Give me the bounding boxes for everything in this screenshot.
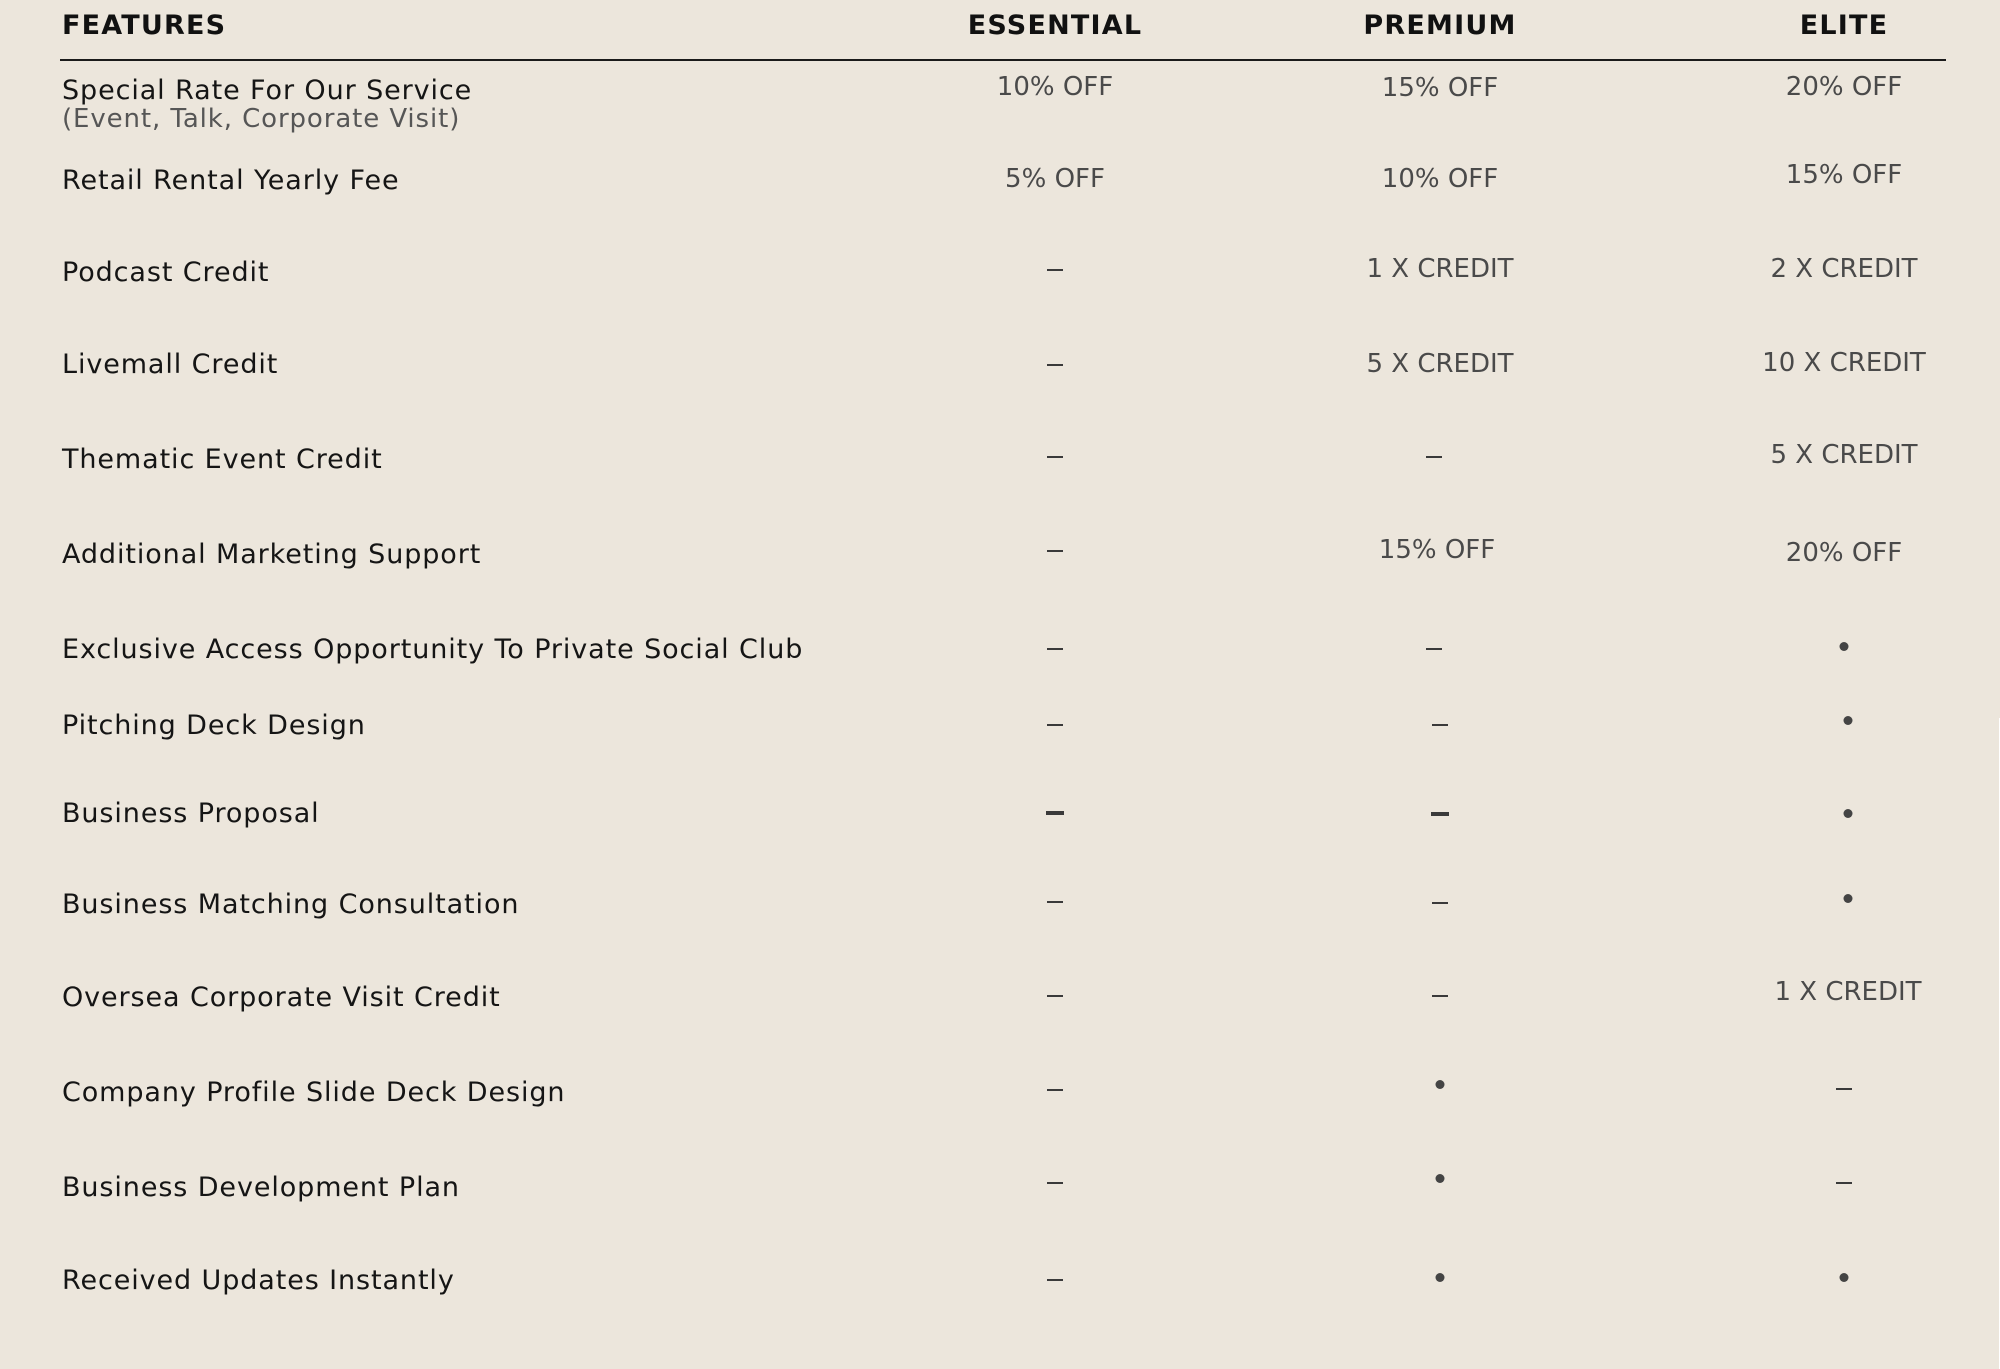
premium-value: 1 X CREDIT bbox=[1366, 254, 1514, 284]
feature-name: Livemall Credit bbox=[62, 349, 279, 380]
header-features: FEATURES bbox=[62, 10, 227, 41]
feature-name: Received Updates Instantly bbox=[62, 1265, 455, 1296]
feature-name: Exclusive Access Opportunity To Private Social Club bbox=[62, 634, 804, 665]
feature-label bbox=[62, 1173, 460, 1203]
essential-not-included-dash bbox=[1047, 456, 1063, 458]
premium-not-included-dash bbox=[1431, 812, 1449, 816]
essential-not-included-dash bbox=[1047, 648, 1063, 650]
premium-not-included-dash bbox=[1432, 902, 1448, 904]
feature-label bbox=[62, 258, 269, 288]
essential-value: 5% OFF bbox=[1005, 164, 1105, 194]
essential-not-included-dash bbox=[1047, 1182, 1063, 1184]
premium-value: 5 X CREDIT bbox=[1366, 349, 1514, 379]
elite-value: 1 X CREDIT bbox=[1774, 977, 1922, 1007]
essential-not-included-dash bbox=[1046, 811, 1064, 815]
feature-name: Business Proposal bbox=[62, 798, 320, 829]
premium-not-included-dash bbox=[1426, 648, 1442, 650]
feature-label bbox=[62, 540, 481, 570]
elite-value: 10 X CREDIT bbox=[1762, 348, 1926, 378]
essential-not-included-dash bbox=[1047, 724, 1063, 726]
elite-value: 5 X CREDIT bbox=[1770, 440, 1918, 470]
feature-name: Company Profile Slide Deck Design bbox=[62, 1077, 566, 1108]
premium-value: 15% OFF bbox=[1378, 535, 1496, 565]
header-elite: ELITE bbox=[1799, 10, 1889, 41]
essential-not-included-dash bbox=[1047, 901, 1063, 903]
feature-label bbox=[62, 635, 803, 665]
feature-subtitle: (Event, Talk, Corporate Visit) bbox=[62, 104, 461, 134]
feature-name: Business Matching Consultation bbox=[62, 889, 520, 920]
elite-included-dot bbox=[1840, 1273, 1849, 1282]
feature-name: Pitching Deck Design bbox=[62, 710, 366, 741]
feature-label bbox=[62, 445, 383, 475]
premium-not-included-dash bbox=[1426, 456, 1442, 458]
header-divider bbox=[60, 59, 1946, 61]
premium-value: 10% OFF bbox=[1381, 164, 1499, 194]
feature-label bbox=[62, 350, 278, 380]
header-essential: ESSENTIAL bbox=[967, 10, 1143, 41]
elite-included-dot bbox=[1840, 642, 1849, 651]
essential-not-included-dash bbox=[1047, 550, 1063, 552]
elite-not-included-dash bbox=[1836, 1182, 1852, 1184]
elite-value: 2 X CREDIT bbox=[1770, 254, 1918, 284]
feature-name: Thematic Event Credit bbox=[62, 444, 383, 475]
feature-name: Business Development Plan bbox=[62, 1172, 460, 1203]
feature-label bbox=[62, 76, 472, 132]
essential-not-included-dash bbox=[1047, 1279, 1063, 1281]
elite-value: 15% OFF bbox=[1785, 160, 1903, 190]
feature-name: Retail Rental Yearly Fee bbox=[62, 165, 400, 196]
feature-label bbox=[62, 983, 501, 1013]
feature-name: Additional Marketing Support bbox=[62, 539, 482, 570]
feature-label bbox=[62, 1266, 455, 1296]
header-premium: PREMIUM bbox=[1363, 10, 1517, 41]
elite-included-dot bbox=[1844, 809, 1853, 818]
table-header bbox=[0, 0, 2000, 60]
essential-not-included-dash bbox=[1047, 995, 1063, 997]
premium-included-dot bbox=[1436, 1273, 1445, 1282]
premium-value: 15% OFF bbox=[1381, 73, 1499, 103]
feature-label bbox=[62, 711, 366, 741]
essential-not-included-dash bbox=[1047, 269, 1063, 271]
essential-not-included-dash bbox=[1047, 1089, 1063, 1091]
essential-not-included-dash bbox=[1047, 364, 1063, 366]
essential-value: 10% OFF bbox=[996, 72, 1114, 102]
feature-label bbox=[62, 890, 519, 920]
feature-label bbox=[62, 1078, 565, 1108]
feature-label bbox=[62, 799, 320, 829]
elite-value: 20% OFF bbox=[1785, 72, 1903, 102]
feature-name: Special Rate For Our Service bbox=[62, 75, 473, 106]
elite-included-dot bbox=[1844, 716, 1853, 725]
premium-not-included-dash bbox=[1432, 995, 1448, 997]
premium-not-included-dash bbox=[1432, 724, 1448, 726]
feature-label bbox=[62, 166, 399, 196]
premium-included-dot bbox=[1436, 1174, 1445, 1183]
feature-name: Podcast Credit bbox=[62, 257, 270, 288]
feature-name: Oversea Corporate Visit Credit bbox=[62, 982, 501, 1013]
elite-included-dot bbox=[1844, 894, 1853, 903]
elite-value: 20% OFF bbox=[1785, 538, 1903, 568]
premium-included-dot bbox=[1436, 1080, 1445, 1089]
elite-not-included-dash bbox=[1836, 1088, 1852, 1090]
